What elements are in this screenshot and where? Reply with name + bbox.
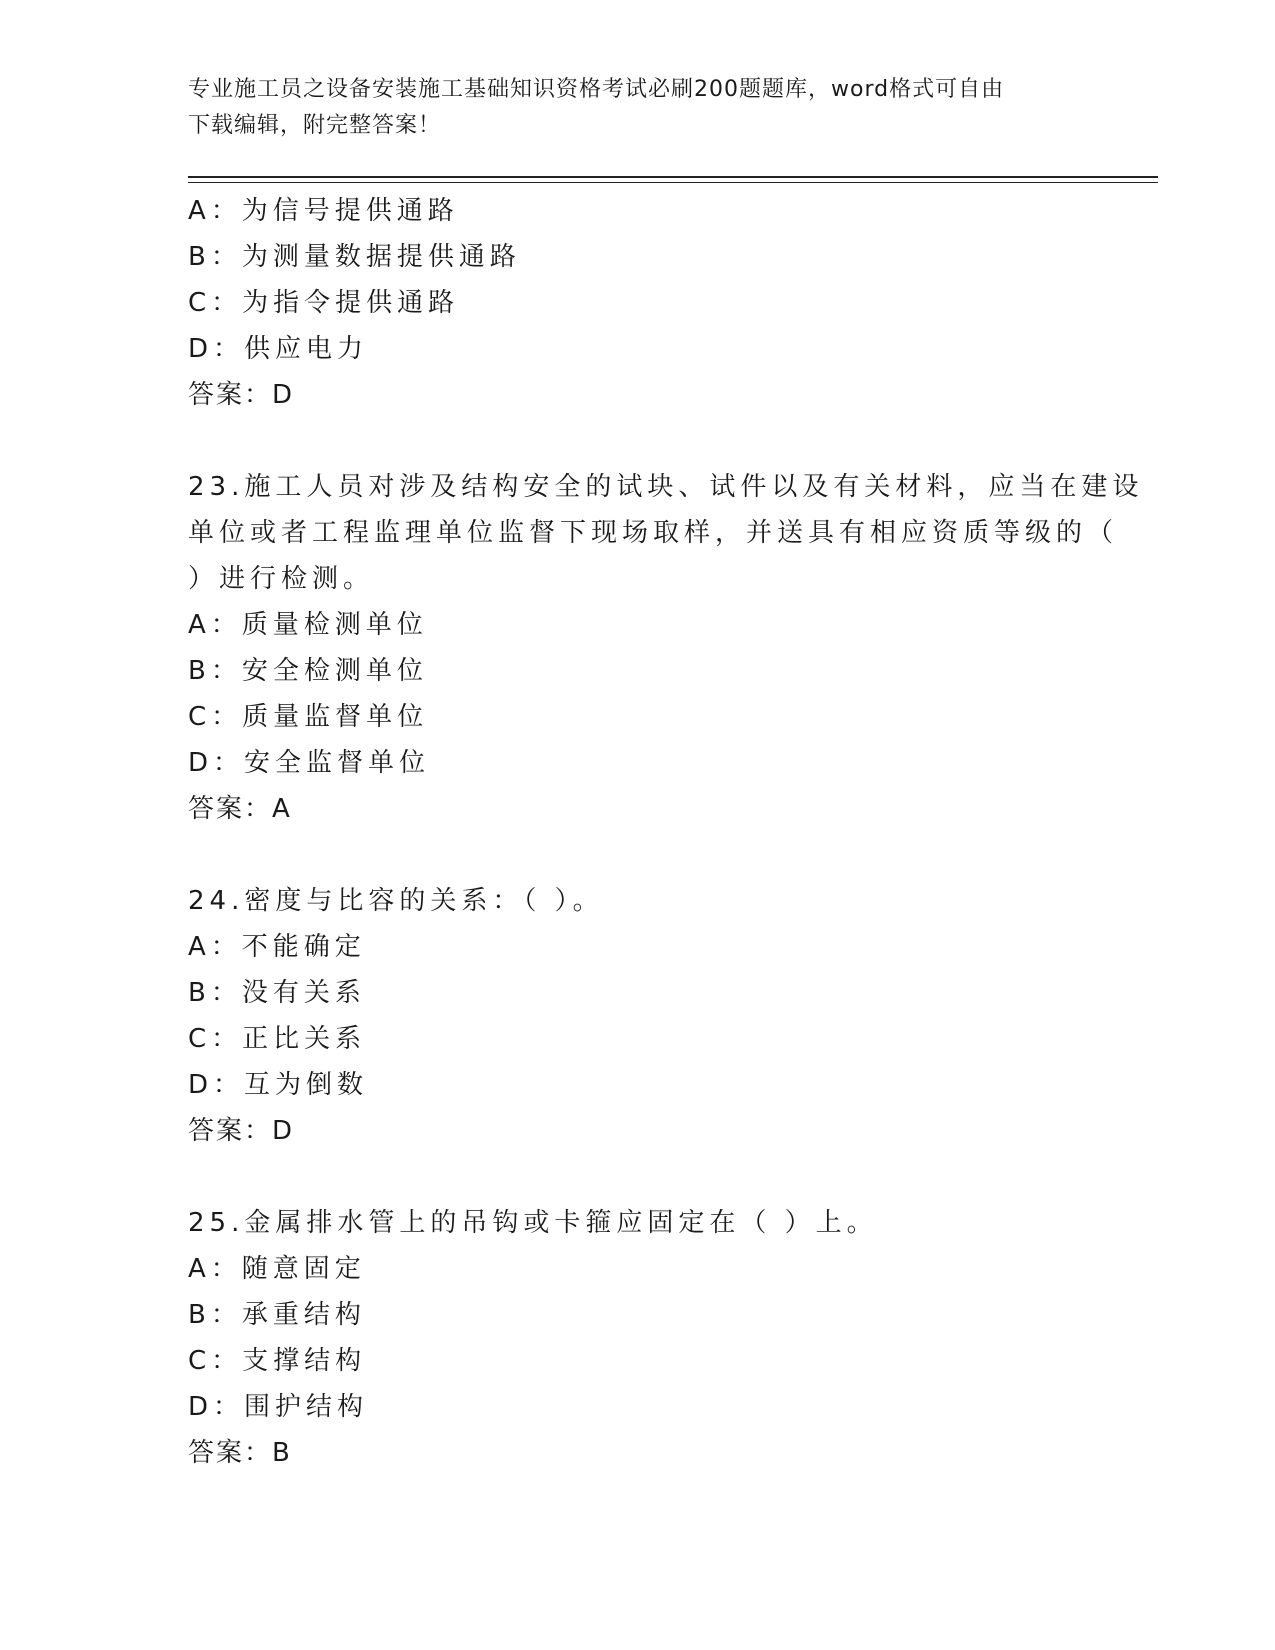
answer-label: 答案：D bbox=[188, 380, 295, 410]
question-block-25 bbox=[188, 1200, 1088, 1476]
answer-label: 答案：A bbox=[188, 794, 292, 824]
question-block-23 bbox=[188, 464, 1144, 832]
option-d: D：供应电力 bbox=[188, 334, 369, 364]
option-a: A：随意固定 bbox=[188, 1254, 366, 1284]
answer-label: 答案：B bbox=[188, 1438, 292, 1468]
option-d: D：安全监督单位 bbox=[188, 748, 431, 778]
question-list bbox=[188, 188, 1144, 1476]
option-b: B：安全检测单位 bbox=[188, 656, 428, 686]
option-b: B：没有关系 bbox=[188, 978, 366, 1008]
question-text-line-1: 25.金属排水管上的吊钩或卡箍应固定在（ ）上。 bbox=[188, 1208, 878, 1238]
question-block-22 bbox=[188, 188, 1088, 418]
option-a: A：不能确定 bbox=[188, 932, 366, 962]
question-text-line-1: 24.密度与比容的关系：（ ）。 bbox=[188, 886, 604, 916]
document-header bbox=[188, 72, 1068, 144]
question-text-line-2: 单位或者工程监理单位监督下现场取样，并送具有相应资质等级的（ bbox=[188, 518, 1119, 548]
header-line-2: 下载编辑，附完整答案！ bbox=[188, 113, 442, 138]
answer-label: 答案：D bbox=[188, 1116, 295, 1146]
header-divider-thick bbox=[188, 176, 1158, 178]
option-c: C：正比关系 bbox=[188, 1024, 367, 1054]
option-c: C：质量监督单位 bbox=[188, 702, 429, 732]
header-divider-thin bbox=[188, 182, 1158, 183]
option-c: C：为指令提供通路 bbox=[188, 288, 460, 318]
question-text-line-3: ）进行检测。 bbox=[188, 564, 375, 594]
option-d: D：围护结构 bbox=[188, 1392, 369, 1422]
header-line-1: 专业施工员之设备安装施工基础知识资格考试必刷200题题库，word格式可自由 bbox=[188, 77, 1005, 102]
option-d: D：互为倒数 bbox=[188, 1070, 369, 1100]
question-text-line-1: 23.施工人员对涉及结构安全的试块、试件以及有关材料，应当在建设 bbox=[188, 472, 1144, 502]
option-c: C：支撑结构 bbox=[188, 1346, 367, 1376]
option-a: A：质量检测单位 bbox=[188, 610, 428, 640]
option-a: A：为信号提供通路 bbox=[188, 196, 459, 226]
question-block-24 bbox=[188, 878, 1088, 1154]
option-b: B：为测量数据提供通路 bbox=[188, 242, 521, 272]
option-b: B：承重结构 bbox=[188, 1300, 366, 1330]
